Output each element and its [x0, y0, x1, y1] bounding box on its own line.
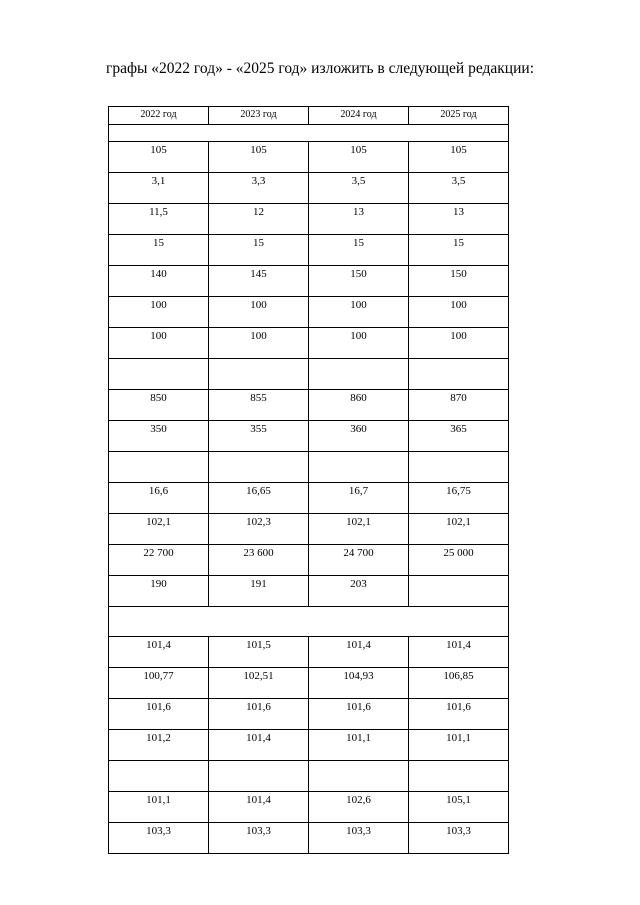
table-cell: 102,6 — [309, 792, 409, 823]
table-cell — [109, 359, 209, 390]
table-cell: 102,3 — [209, 514, 309, 545]
table-cell — [309, 452, 409, 483]
table-row — [109, 390, 509, 421]
table-cell: 101,6 — [209, 699, 309, 730]
table-cell: 13 — [309, 204, 409, 235]
table-cell: 191 — [209, 576, 309, 607]
table-cell — [409, 359, 509, 390]
table-cell: 140 — [109, 266, 209, 297]
table-cell: 101,1 — [409, 730, 509, 761]
section-divider-row — [109, 125, 509, 142]
table-row — [109, 823, 509, 854]
table-cell: 150 — [309, 266, 409, 297]
table-cell: 15 — [309, 235, 409, 266]
table-row — [109, 359, 509, 390]
table-cell: 11,5 — [109, 204, 209, 235]
table-cell: 103,3 — [209, 823, 309, 854]
table-cell: 150 — [409, 266, 509, 297]
table-cell: 100 — [409, 297, 509, 328]
table-row — [109, 699, 509, 730]
table-cell: 104,93 — [309, 668, 409, 699]
table-cell: 16,7 — [309, 483, 409, 514]
table-cell: 16,6 — [109, 483, 209, 514]
table-row — [109, 761, 509, 792]
table-cell: 12 — [209, 204, 309, 235]
table-cell: 360 — [309, 421, 409, 452]
table-cell: 100 — [309, 328, 409, 359]
table-cell: 102,1 — [309, 514, 409, 545]
header-2024: 2024 год — [309, 107, 409, 125]
table-header-row — [109, 107, 509, 125]
table-cell: 203 — [309, 576, 409, 607]
table-cell — [409, 576, 509, 607]
table-cell: 15 — [109, 235, 209, 266]
table-row — [109, 792, 509, 823]
table-cell — [409, 761, 509, 792]
table-cell: 102,1 — [109, 514, 209, 545]
table-cell: 101,5 — [209, 637, 309, 668]
table-cell: 101,6 — [409, 699, 509, 730]
table-cell — [209, 359, 309, 390]
table-cell: 15 — [409, 235, 509, 266]
table-row — [109, 235, 509, 266]
table-row — [109, 730, 509, 761]
table-cell: 870 — [409, 390, 509, 421]
table-row — [109, 576, 509, 607]
table-cell: 3,5 — [309, 173, 409, 204]
table-cell: 3,3 — [209, 173, 309, 204]
table-row — [109, 514, 509, 545]
table-cell — [309, 359, 409, 390]
table-cell: 105 — [209, 142, 309, 173]
table-cell: 106,85 — [409, 668, 509, 699]
table-row — [109, 483, 509, 514]
table-cell: 101,4 — [209, 730, 309, 761]
table-cell: 22 700 — [109, 545, 209, 576]
table-cell: 101,4 — [109, 637, 209, 668]
table-cell: 3,5 — [409, 173, 509, 204]
table-cell: 101,1 — [309, 730, 409, 761]
table-cell: 16,75 — [409, 483, 509, 514]
table-row — [109, 452, 509, 483]
table-cell: 101,4 — [409, 637, 509, 668]
table-row — [109, 668, 509, 699]
table-cell: 100 — [409, 328, 509, 359]
table-cell: 100 — [209, 297, 309, 328]
table-row — [109, 297, 509, 328]
table-cell: 103,3 — [409, 823, 509, 854]
table-cell: 101,6 — [309, 699, 409, 730]
data-table — [108, 106, 509, 854]
table-cell: 105 — [309, 142, 409, 173]
table-cell: 16,65 — [209, 483, 309, 514]
table-cell: 355 — [209, 421, 309, 452]
table-cell: 145 — [209, 266, 309, 297]
table-cell: 101,6 — [109, 699, 209, 730]
table-row — [109, 204, 509, 235]
table-cell: 100 — [209, 328, 309, 359]
table-cell: 15 — [209, 235, 309, 266]
table-cell: 103,3 — [109, 823, 209, 854]
section-divider-cell — [109, 125, 509, 142]
table-cell: 13 — [409, 204, 509, 235]
page-heading: графы «2022 год» - «2025 год» изложить в следующей редакции: — [105, 60, 534, 77]
table-row — [109, 266, 509, 297]
table-row — [109, 421, 509, 452]
section-divider-cell — [109, 607, 509, 637]
table-cell: 23 600 — [209, 545, 309, 576]
table-cell: 102,1 — [409, 514, 509, 545]
table-cell: 350 — [109, 421, 209, 452]
table-cell: 101,2 — [109, 730, 209, 761]
table-cell: 24 700 — [309, 545, 409, 576]
table-cell — [309, 761, 409, 792]
table-row — [109, 328, 509, 359]
table-cell: 100 — [109, 297, 209, 328]
table-cell: 100 — [109, 328, 209, 359]
table-cell: 365 — [409, 421, 509, 452]
table-cell: 855 — [209, 390, 309, 421]
table-cell: 25 000 — [409, 545, 509, 576]
table-cell: 850 — [109, 390, 209, 421]
table-row — [109, 545, 509, 576]
header-2023: 2023 год — [209, 107, 309, 125]
table-cell: 105,1 — [409, 792, 509, 823]
table-cell — [109, 452, 209, 483]
header-2025: 2025 год — [409, 107, 509, 125]
header-2022: 2022 год — [109, 107, 209, 125]
table-row — [109, 173, 509, 204]
table-cell: 101,4 — [309, 637, 409, 668]
table-cell — [409, 452, 509, 483]
table-cell — [209, 452, 309, 483]
table-cell: 101,4 — [209, 792, 309, 823]
table-cell: 101,1 — [109, 792, 209, 823]
table-cell — [209, 761, 309, 792]
table-cell: 100 — [309, 297, 409, 328]
table-cell: 103,3 — [309, 823, 409, 854]
table-cell — [109, 761, 209, 792]
table-row — [109, 637, 509, 668]
table-cell: 105 — [409, 142, 509, 173]
table-cell: 102,51 — [209, 668, 309, 699]
table-cell: 3,1 — [109, 173, 209, 204]
table-cell: 190 — [109, 576, 209, 607]
section-divider-row — [109, 607, 509, 637]
table-cell: 100,77 — [109, 668, 209, 699]
table-row — [109, 142, 509, 173]
table-cell: 105 — [109, 142, 209, 173]
table-cell: 860 — [309, 390, 409, 421]
